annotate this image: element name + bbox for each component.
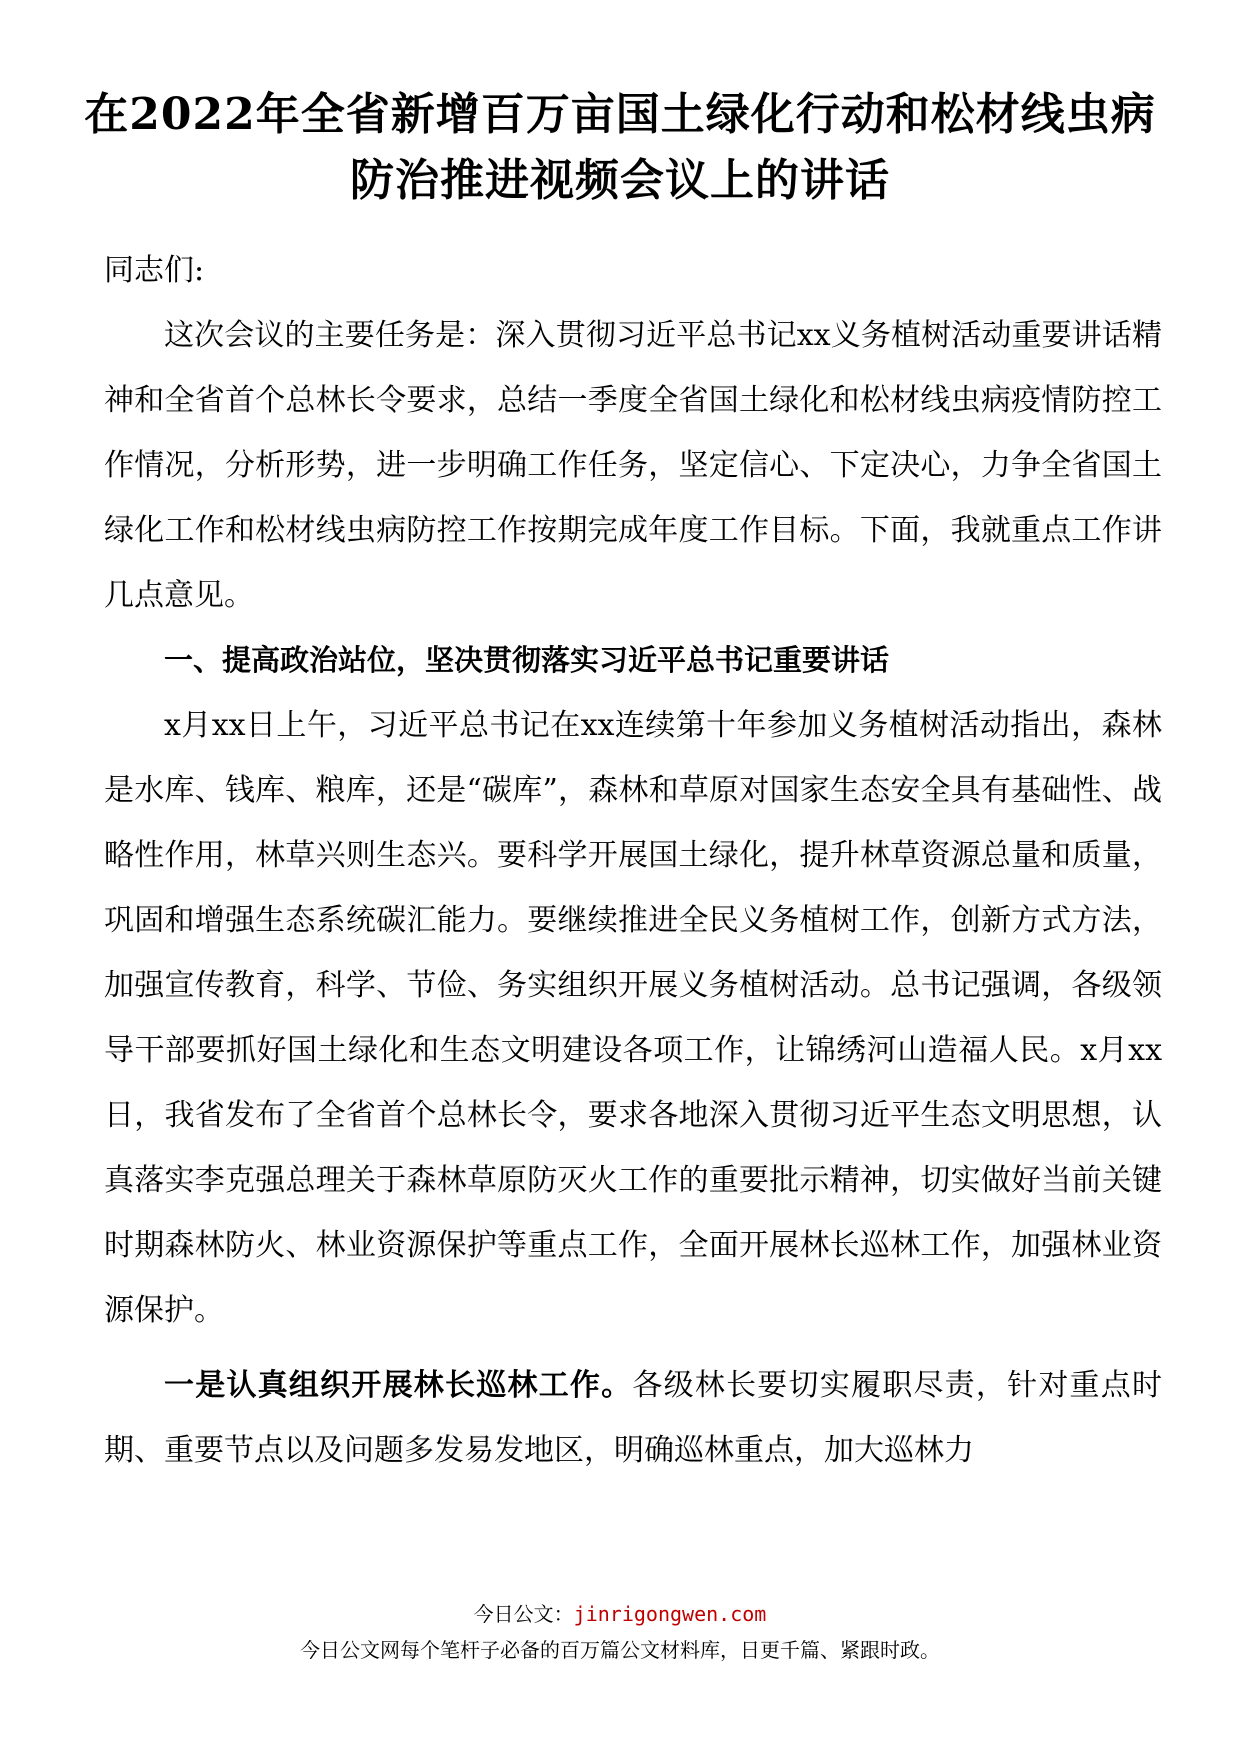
point-1-lead: 一是认真组织开展林长巡林工作。 <box>164 1368 633 1403</box>
point-1-text: 各级林长要切实履职尽责，针对重点时期、重要节点以及问题多发易发地区，明确巡林重点，加大巡林力 <box>104 1368 1163 1468</box>
footer-site-label: 今日公文： <box>473 1602 574 1626</box>
title-line-1: 在2022年全省新增百万亩国土绿化行动和松材线虫病 <box>84 89 1156 140</box>
salutation: 同志们: <box>104 253 205 288</box>
footer-site-line <box>0 1598 1240 1627</box>
intro-paragraph: 这次会议的主要任务是：深入贯彻习近平总书记xx义务植树活动重要讲话精神和全省首个总林长令要求，总结一季度全省国土绿化和松材线虫病疫情防控工作情况，分析形势，进一步明确工作任务，坚定信心、下定决心，力争全省国土绿化工作和松材线虫病防控工作按期完成年度工作目标。下面，我就重点工作讲几点意见。 <box>104 318 1162 613</box>
title-line-2: 防治推进视频会议上的讲话 <box>350 155 890 206</box>
document-body <box>104 238 1162 1483</box>
document-title <box>60 82 1180 214</box>
point-1-paragraph <box>104 1353 1162 1483</box>
footer-slogan: 今日公文网每个笔杆子必备的百万篇公文材料库，日更千篇、紧跟时政。 <box>300 1638 940 1662</box>
footer-site-url[interactable]: jinrigongwen.com <box>573 1602 767 1626</box>
section-1-paragraph: x月xx日上午，习近平总书记在xx连续第十年参加义务植树活动指出，森林是水库、钱库、粮库，还是“碳库”，森林和草原对国家生态安全具有基础性、战略性作用，林草兴则生态兴。要科学开展国土绿化，提升林草资源总量和质量，巩固和增强生态系统碳汇能力。要继续推进全民义务植树工作，创新方式方法，加强宣传教育，科学、节俭、务实组织开展义务植树活动。总书记强调，各级领导干部要抓好国土绿化和生态文明建设各项工作，让锦绣河山造福人民。x月xx日，我省发布了全省首个总林长令，要求各地深入贯彻习近平生态文明思想，认真落实李克强总理关于森林草原防灭火工作的重要批示精神，切实做好当前关键时期森林防火、林业资源保护等重点工作，全面开展林长巡林工作，加强林业资源保护。 <box>104 708 1162 1328</box>
section-1-heading: 一、提高政治站位，坚决贯彻落实习近平总书记重要讲话 <box>164 643 890 677</box>
